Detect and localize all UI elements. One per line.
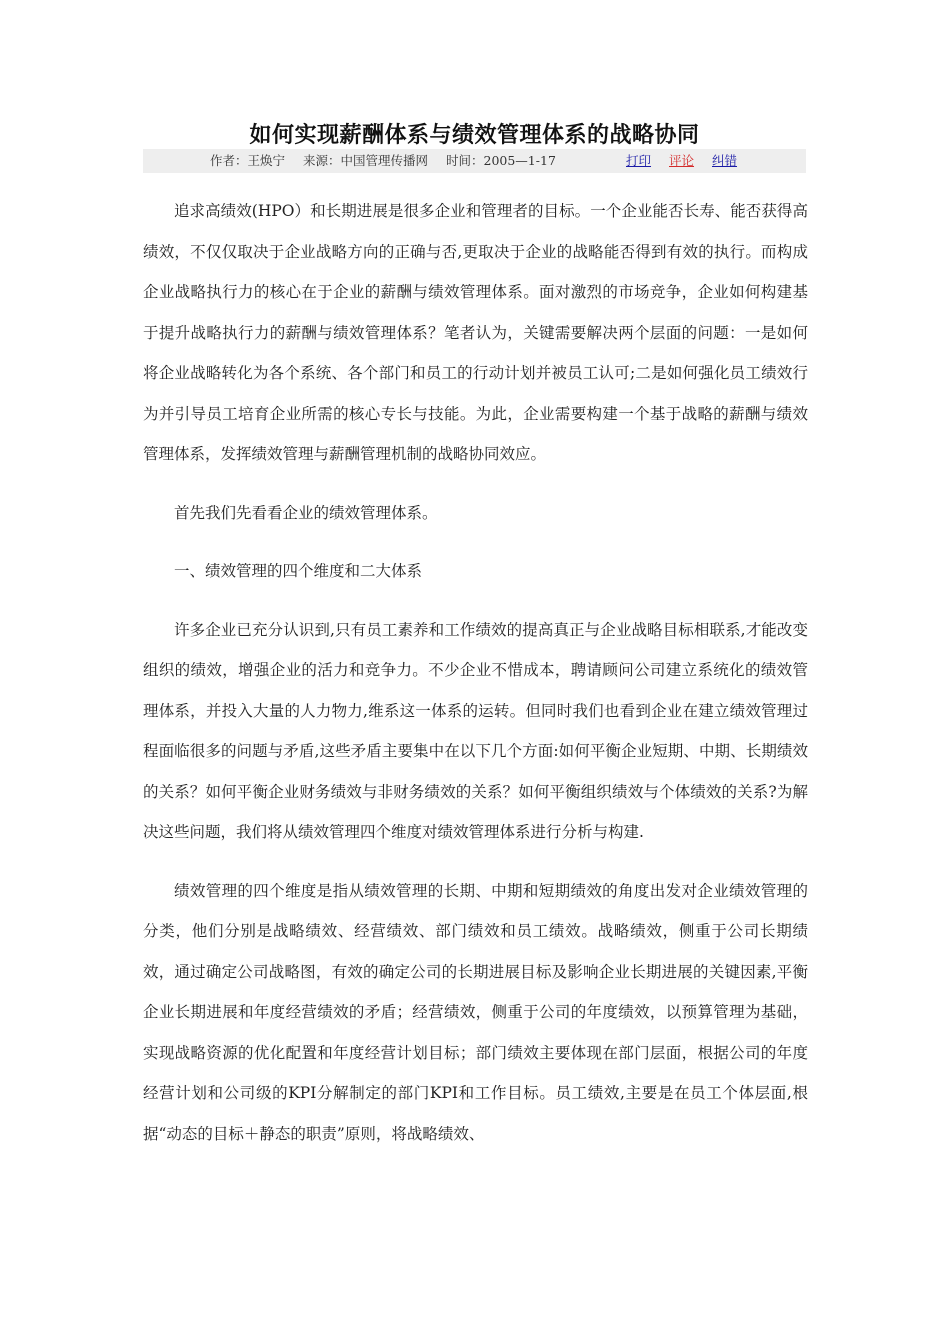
print-link[interactable]: 打印 — [626, 153, 652, 168]
article-time: 时间：2005—1-17 — [446, 153, 556, 168]
article-body — [143, 191, 808, 1172]
article-meta-bar — [143, 149, 806, 173]
paragraph: 绩效管理的四个维度是指从绩效管理的长期、中期和短期绩效的角度出发对企业绩效管理的分类，他们分别是战略绩效、经营绩效、部门绩效和员工绩效。战略绩效，侧重于公司长期绩效，通过确定公司战略图，有效的确定公司的长期进展目标及影响企业长期进展的关键因素,平衡企业长期进展和年度经营绩效的矛盾；经营绩效，侧重于公司的年度绩效，以预算管理为基础，实现战略资源的优化配置和年度经营计划目标；部门绩效主要体现在部门层面，根据公司的年度经营计划和公司级的KPI分解制定的部门KPI和工作目标。员工绩效,主要是在员工个体层面,根据“动态的目标＋静态的职责”原则，将战略绩效、 — [143, 881, 808, 1143]
article-meta — [210, 149, 570, 173]
article-source: 来源：中国管理传播网 — [303, 153, 429, 168]
article-author: 作者：王焕宁 — [210, 153, 286, 168]
correct-link[interactable]: 纠错 — [712, 153, 738, 168]
comment-link[interactable]: 评论 — [669, 153, 695, 168]
paragraph-lead: 首先我们先看看企业的绩效管理体系。 — [174, 503, 438, 522]
paragraph-intro: 追求高绩效(HPO）和长期进展是很多企业和管理者的目标。一个企业能否长寿、能否获得高绩效，不仅仅取决于企业战略方向的正确与否,更取决于企业的战略能否得到有效的执行。而构成企业战略执行力的核心在于企业的薪酬与绩效管理体系。面对激烈的市场竞争，企业如何构建基于提升战略执行力的薪酬与绩效管理体系？笔者认为，关键需要解决两个层面的问题：一是如何将企业战略转化为各个系统、各个部门和员工的行动计划并被员工认可;二是如何强化员工绩效行为并引导员工培育企业所需的核心专长与技能。为此，企业需要构建一个基于战略的薪酬与绩效管理体系，发挥绩效管理与薪酬管理机制的战略协同效应。 — [143, 202, 808, 463]
paragraph: 许多企业已充分认识到,只有员工素养和工作绩效的提高真正与企业战略目标相联系,才能改变组织的绩效，增强企业的活力和竞争力。不少企业不惜成本，聘请顾问公司建立系统化的绩效管理体系，并投入大量的人力物力,维系这一体系的运转。但同时我们也看到企业在建立绩效管理过程面临很多的问题与矛盾,这些矛盾主要集中在以下几个方面:如何平衡企业短期、中期、长期绩效的关系？如何平衡企业财务绩效与非财务绩效的关系？如何平衡组织绩效与个体绩效的关系?为解决这些问题，我们将从绩效管理四个维度对绩效管理体系进行分析与构建. — [143, 620, 808, 841]
article-title: 如何实现薪酬体系与绩效管理体系的战略协同 — [249, 122, 700, 148]
article-actions — [626, 149, 751, 173]
section-heading: 一、绩效管理的四个维度和二大体系 — [174, 562, 423, 580]
